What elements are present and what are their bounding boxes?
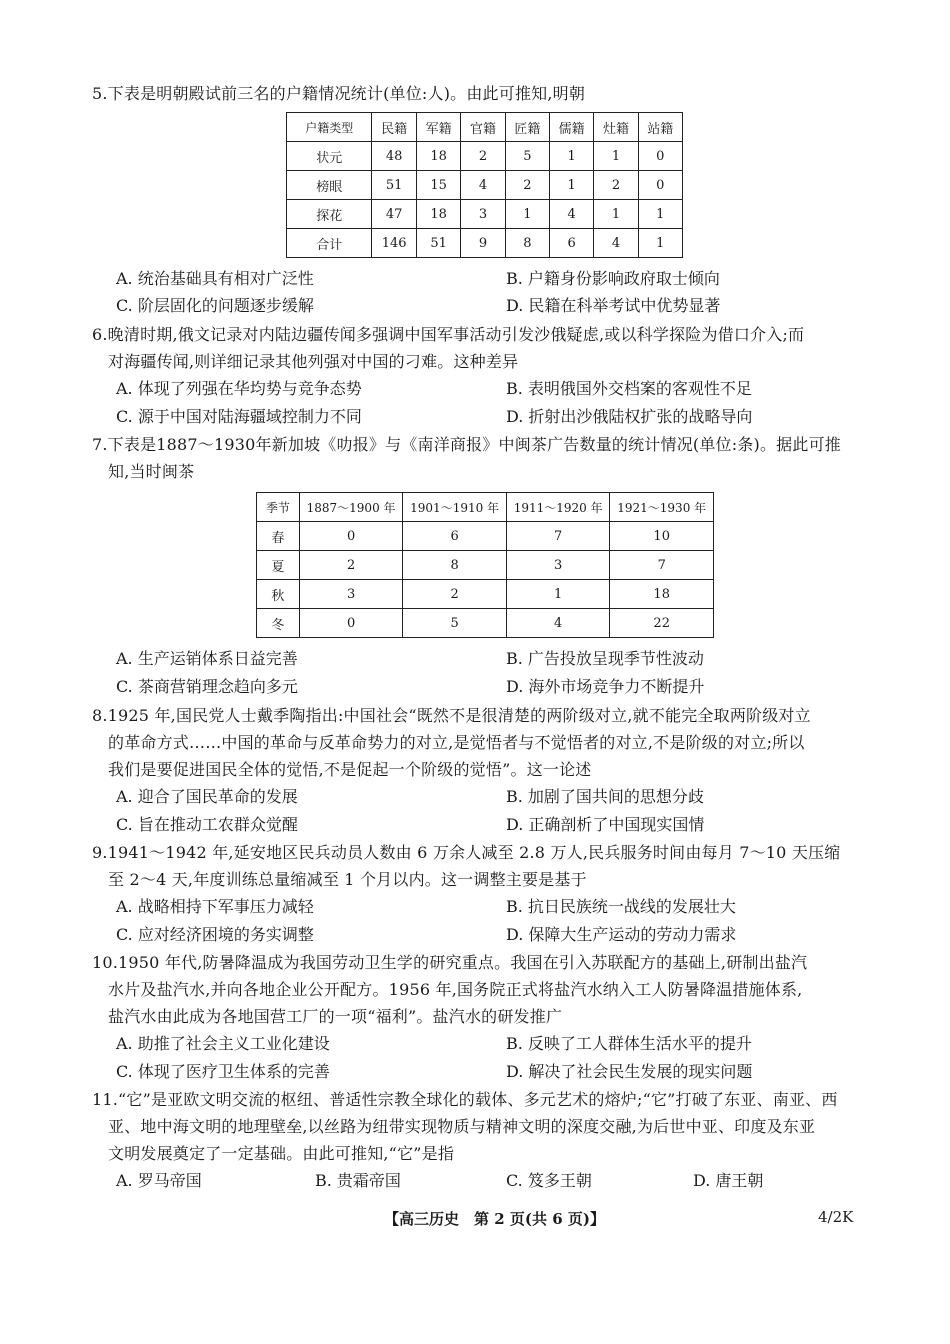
table-cell: 4 — [506, 609, 610, 638]
q5-household-table — [286, 112, 683, 258]
table-cell: 1 — [638, 229, 682, 258]
q9-option-b[interactable]: B. 抗日民族统一战线的发展壮大 — [506, 897, 736, 916]
q6-stem-line: 对海疆传闻,则详细记录其他列强对中国的刁难。这种差异 — [108, 352, 519, 371]
q7-header-cell: 季节 — [257, 493, 300, 522]
table-row — [287, 229, 683, 258]
q5-header-cell: 军籍 — [416, 113, 460, 142]
q6-option-d[interactable]: D. 折射出沙俄陆权扩张的战略导向 — [506, 407, 753, 426]
q11-option-b[interactable]: B. 贵霜帝国 — [315, 1171, 401, 1190]
table-cell: 合计 — [287, 229, 372, 258]
q11-stem-line: 11.“它”是亚欧文明交流的枢纽、普适性宗教全球化的载体、多元艺术的熔炉;“它”打破了东亚、南亚、西 — [92, 1090, 838, 1109]
table-cell: 秋 — [257, 580, 300, 609]
table-cell: 2 — [403, 580, 507, 609]
q8-option-b[interactable]: B. 加剧了国共间的思想分歧 — [506, 787, 704, 806]
q5-header-cell: 站籍 — [638, 113, 682, 142]
table-row — [257, 522, 714, 551]
q5-stem: 5.下表是明朝殿试前三名的户籍情况统计(单位:人)。由此可推知,明朝 — [92, 84, 586, 103]
q5-header-cell: 儒籍 — [549, 113, 593, 142]
table-cell: 榜眼 — [287, 171, 372, 200]
table-cell: 5 — [505, 142, 549, 171]
table-cell: 0 — [638, 142, 682, 171]
q8-option-c[interactable]: C. 旨在推动工农群众觉醒 — [116, 815, 298, 834]
q7-ad-table — [256, 492, 714, 638]
q5-header-cell: 灶籍 — [594, 113, 638, 142]
table-cell: 1 — [594, 200, 638, 229]
q5-header-cell: 官籍 — [461, 113, 505, 142]
table-row — [257, 609, 714, 638]
table-cell: 夏 — [257, 551, 300, 580]
q5-header-cell: 民籍 — [372, 113, 417, 142]
table-cell: 2 — [299, 551, 403, 580]
table-cell: 146 — [372, 229, 417, 258]
q10-option-a[interactable]: A. 助推了社会主义工业化建设 — [116, 1034, 330, 1053]
table-cell: 18 — [610, 580, 714, 609]
table-cell: 10 — [610, 522, 714, 551]
table-cell: 春 — [257, 522, 300, 551]
table-cell: 2 — [594, 171, 638, 200]
table-cell: 15 — [416, 171, 460, 200]
table-cell: 探花 — [287, 200, 372, 229]
table-cell: 6 — [549, 229, 593, 258]
q6-option-c[interactable]: C. 源于中国对陆海疆域控制力不同 — [116, 407, 362, 426]
q5-option-b[interactable]: B. 户籍身份影响政府取士倾向 — [506, 269, 720, 288]
q7-header-cell: 1921～1930 年 — [610, 493, 714, 522]
q9-option-a[interactable]: A. 战略相持下军事压力减轻 — [116, 897, 314, 916]
q5-option-a[interactable]: A. 统治基础具有相对广泛性 — [116, 269, 314, 288]
q6-option-a[interactable]: A. 体现了列强在华均势与竞争态势 — [116, 379, 362, 398]
q11-stem-line: 文明发展奠定了一定基础。由此可推知,“它”是指 — [108, 1144, 455, 1163]
q5-header-cell: 户籍类型 — [287, 113, 372, 142]
q10-stem-line: 10.1950 年代,防暑降温成为我国劳动卫生学的研究重点。我国在引入苏联配方的基础上,研制出盐汽 — [92, 953, 808, 972]
table-cell: 9 — [461, 229, 505, 258]
table-cell: 0 — [638, 171, 682, 200]
q7-option-b[interactable]: B. 广告投放呈现季节性波动 — [506, 649, 704, 668]
q10-option-d[interactable]: D. 解决了社会民生发展的现实问题 — [506, 1062, 753, 1081]
table-cell: 2 — [505, 171, 549, 200]
q7-stem-line: 7.下表是1887～1930年新加坡《叻报》与《南洋商报》中闽茶广告数量的统计情况(单位:条)。据此可推 — [92, 435, 841, 454]
q11-option-c[interactable]: C. 笈多王朝 — [506, 1171, 592, 1190]
q8-option-a[interactable]: A. 迎合了国民革命的发展 — [116, 787, 298, 806]
table-cell: 1 — [549, 171, 593, 200]
q11-stem-line: 亚、地中海文明的地理壁垒,以丝路为纽带实现物质与精神文明的深度交融,为后世中亚、印度及东亚 — [108, 1117, 816, 1136]
table-cell: 1 — [594, 142, 638, 171]
table-cell: 7 — [506, 522, 610, 551]
q9-stem-line: 至 2～4 天,年度训练总量缩减至 1 个月以内。这一调整主要是基于 — [108, 870, 587, 889]
table-cell: 3 — [299, 580, 403, 609]
table-cell: 47 — [372, 200, 417, 229]
page-footer-title: 【高三历史 第 2 页(共 6 页)】 — [384, 1210, 605, 1228]
q7-option-c[interactable]: C. 茶商营销理念趋向多元 — [116, 677, 298, 696]
table-cell: 0 — [299, 609, 403, 638]
table-cell: 0 — [299, 522, 403, 551]
table-cell: 4 — [549, 200, 593, 229]
table-row — [287, 171, 683, 200]
q7-header-cell: 1887～1900 年 — [299, 493, 403, 522]
q10-option-c[interactable]: C. 体现了医疗卫生体系的完善 — [116, 1062, 330, 1081]
q7-header-cell: 1911～1920 年 — [506, 493, 610, 522]
table-cell: 18 — [416, 200, 460, 229]
q7-option-d[interactable]: D. 海外市场竞争力不断提升 — [506, 677, 705, 696]
q6-stem-line: 6.晚清时期,俄文记录对内陆边疆传闻多强调中国军事活动引发沙俄疑虑,或以科学探险为借口介入;而 — [92, 325, 805, 344]
table-cell: 48 — [372, 142, 417, 171]
q6-option-b[interactable]: B. 表明俄国外交档案的客观性不足 — [506, 379, 752, 398]
table-cell: 2 — [461, 142, 505, 171]
q9-stem-line: 9.1941～1942 年,延安地区民兵动员人数由 6 万余人减至 2.8 万人,民兵服务时间由每月 7～10 天压缩 — [92, 843, 841, 862]
q10-option-b[interactable]: B. 反映了工人群体生活水平的提升 — [506, 1034, 752, 1053]
table-cell: 8 — [505, 229, 549, 258]
table-cell: 3 — [461, 200, 505, 229]
q10-stem-line: 盐汽水由此成为各地国营工厂的一项“福利”。盐汽水的研发推广 — [108, 1007, 563, 1026]
page-code: 4/2K — [818, 1208, 854, 1226]
table-row — [287, 142, 683, 171]
table-cell: 1 — [505, 200, 549, 229]
table-cell: 4 — [594, 229, 638, 258]
table-row — [257, 580, 714, 609]
q8-stem-line: 的革命方式……中国的革命与反革命势力的对立,是觉悟者与不觉悟者的对立,不是阶级的对立;所以 — [108, 733, 805, 752]
table-cell: 8 — [403, 551, 507, 580]
table-cell: 51 — [416, 229, 460, 258]
q7-stem-line: 知,当时闽茶 — [108, 462, 195, 481]
table-cell: 6 — [403, 522, 507, 551]
table-cell: 51 — [372, 171, 417, 200]
table-cell: 1 — [638, 200, 682, 229]
table-cell: 4 — [461, 171, 505, 200]
q8-stem-line: 8.1925 年,国民党人士戴季陶指出:中国社会“既然不是很清楚的两阶级对立,就不能完全取两阶级对立 — [92, 706, 811, 725]
table-cell: 1 — [506, 580, 610, 609]
table-cell: 5 — [403, 609, 507, 638]
table-cell: 18 — [416, 142, 460, 171]
q8-option-d[interactable]: D. 正确剖析了中国现实国情 — [506, 815, 705, 834]
q5-option-c[interactable]: C. 阶层固化的问题逐步缓解 — [116, 296, 314, 315]
q5-option-d[interactable]: D. 民籍在科举考试中优势显著 — [506, 296, 721, 315]
table-cell: 3 — [506, 551, 610, 580]
q10-stem-line: 水片及盐汽水,并向各地企业公开配方。1956 年,国务院正式将盐汽水纳入工人防暑降温措施体系, — [108, 980, 803, 999]
q9-option-c[interactable]: C. 应对经济困境的务实调整 — [116, 925, 314, 944]
q5-header-cell: 匠籍 — [505, 113, 549, 142]
table-cell: 冬 — [257, 609, 300, 638]
q7-header-cell: 1901～1910 年 — [403, 493, 507, 522]
table-cell: 22 — [610, 609, 714, 638]
table-row — [287, 200, 683, 229]
table-cell: 1 — [549, 142, 593, 171]
table-cell: 7 — [610, 551, 714, 580]
q11-option-d[interactable]: D. 唐王朝 — [693, 1171, 764, 1190]
table-row — [257, 551, 714, 580]
q9-option-d[interactable]: D. 保障大生产运动的劳动力需求 — [506, 925, 737, 944]
q8-stem-line: 我们是要促进国民全体的觉悟,不是促起一个阶级的觉悟”。这一论述 — [108, 760, 592, 779]
q7-option-a[interactable]: A. 生产运销体系日益完善 — [116, 649, 298, 668]
q11-option-a[interactable]: A. 罗马帝国 — [116, 1171, 202, 1190]
table-cell: 状元 — [287, 142, 372, 171]
